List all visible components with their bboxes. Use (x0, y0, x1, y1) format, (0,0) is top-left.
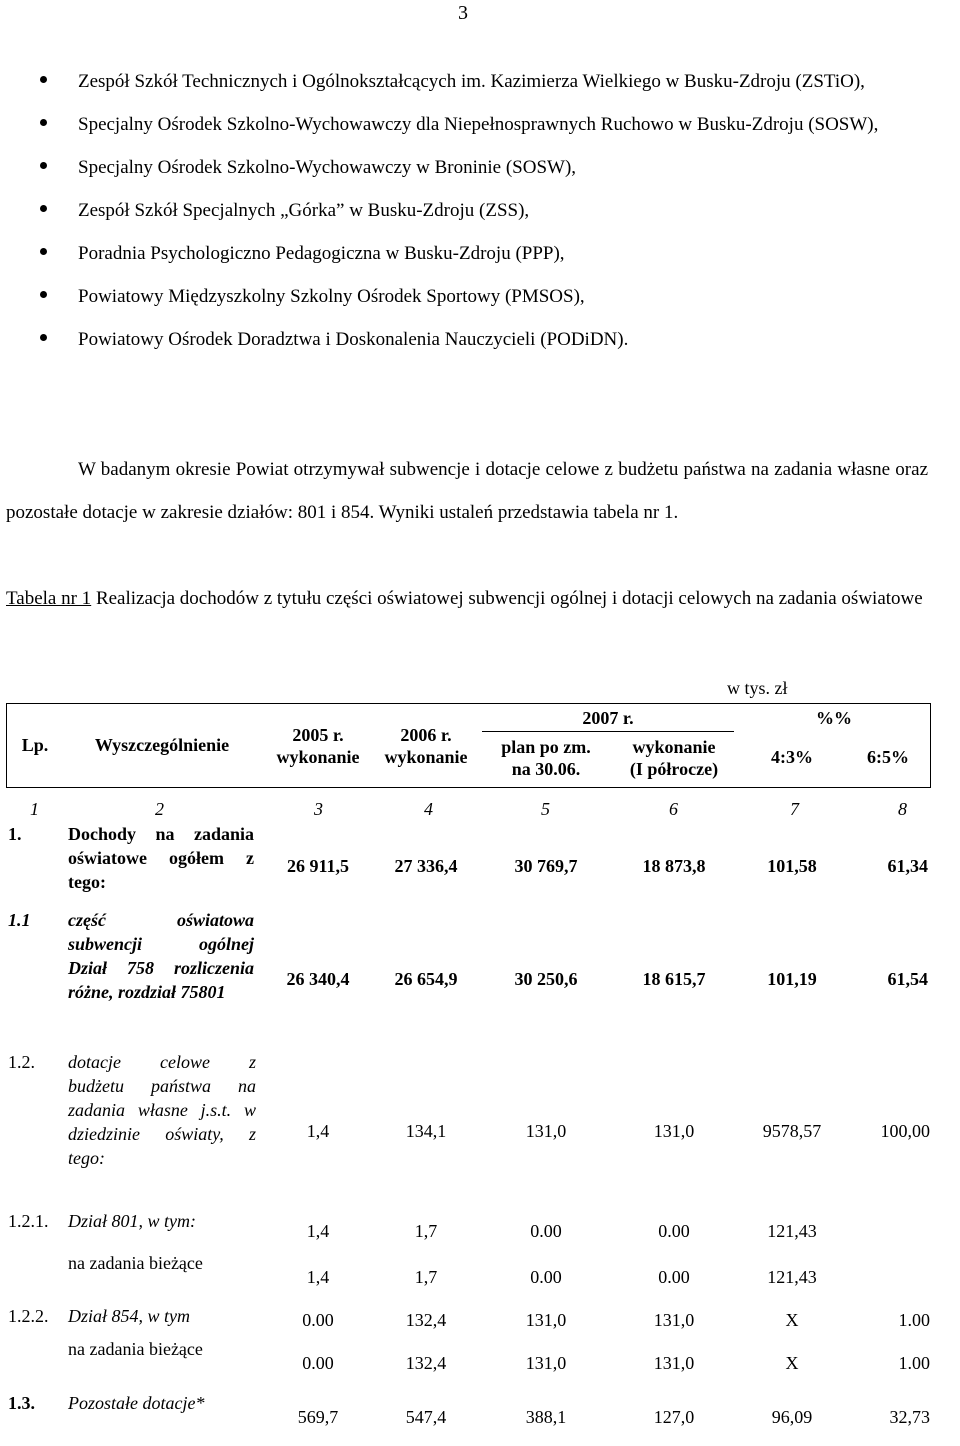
header-ratio-4-3: 4:3% (771, 747, 813, 767)
row-description: część oświatowa (68, 910, 254, 930)
row-value-2006: 132,4 (405, 1353, 447, 1373)
header-ratio-6-5: 6:5% (867, 747, 909, 767)
row-lp: 1.1 (8, 910, 31, 930)
unit-list-item (0, 232, 960, 275)
row-value-2006: 26 654,9 (394, 969, 458, 989)
row-value-execution: 18 615,7 (642, 969, 706, 989)
bullet-icon (40, 248, 47, 255)
row-value-ratio-4-3: 121,43 (767, 1221, 817, 1241)
row-description: Dział 801, w tym: (68, 1211, 196, 1231)
row-value-ratio-4-3: X (785, 1310, 799, 1330)
row-value-ratio-4-3: 101,58 (767, 856, 817, 876)
header-2006-label: wykonanie (384, 747, 468, 767)
column-number: 6 (669, 799, 678, 819)
row-description: oświatowe ogółem z (68, 848, 254, 868)
unit-name: Poradnia Psychologiczno Pedagogiczna w Busku-Zdroju (PPP), (78, 243, 565, 264)
row-value-2006: 1,7 (414, 1221, 438, 1241)
row-value-2006: 132,4 (405, 1310, 447, 1330)
table-caption-text: Realizacja dochodów z tytułu części oświatowej subwencji ogólnej i dotacji celowych na zadania oświatowe (91, 588, 923, 609)
row-value-ratio-4-3: 9578,57 (762, 1121, 822, 1141)
row-description: różne, rozdział 75801 (68, 982, 226, 1002)
row-value-2005: 569,7 (297, 1407, 339, 1427)
header-plan-line1: plan po zm. (501, 737, 591, 757)
unit-list (0, 60, 960, 361)
table-border-right (930, 703, 931, 787)
page-number: 3 (458, 2, 468, 24)
unit-name: Powiatowy Międzyszkolny Szkolny Ośrodek Sportowy (PMSOS), (78, 286, 585, 307)
bullet-icon (40, 76, 47, 83)
row-lp: 1.2.2. (8, 1306, 49, 1326)
row-description: budżetu państwa na (68, 1076, 256, 1096)
row-value-plan: 0.00 (530, 1221, 562, 1241)
bullet-icon (40, 334, 47, 341)
row-value-2005: 1,4 (306, 1221, 330, 1241)
row-value-plan: 30 250,6 (514, 969, 578, 989)
row-description: Pozostałe dotacje* (68, 1393, 205, 1413)
row-description: dotacje celowe z (68, 1052, 256, 1072)
bullet-icon (40, 205, 47, 212)
row-description: zadania własne j.s.t. w (68, 1100, 256, 1120)
unit-list-item (0, 103, 960, 146)
table-border-header (6, 787, 931, 788)
row-lp: 1.2.1. (8, 1211, 49, 1231)
header-percent: %% (816, 708, 852, 728)
row-value-plan: 0.00 (530, 1267, 562, 1287)
unit-list-item (0, 146, 960, 189)
row-value-ratio-4-3: 121,43 (767, 1267, 817, 1287)
row-value-ratio-6-5: 61,54 (887, 969, 928, 989)
unit-list-item (0, 189, 960, 232)
unit-note: w tys. zł (727, 678, 788, 698)
header-2005-year: 2005 r. (292, 725, 344, 745)
bullet-icon (40, 119, 47, 126)
unit-name: Specjalny Ośrodek Szkolno-Wychowawczy w Broninie (SOSW), (78, 157, 577, 178)
row-value-execution: 18 873,8 (642, 856, 706, 876)
unit-name: Specjalny Ośrodek Szkolno-Wychowawczy dla Niepełnosprawnych Ruchowo w Busku-Zdroju (SOSW), (78, 114, 879, 135)
header-2006-year: 2006 r. (400, 725, 452, 745)
intro-paragraph: W badanym okresie Powiat otrzymywał subwencje i dotacje celowe z budżetu państwa na zadania własne oraz pozostałe dotacje w zakresie działów: 801 i 854. Wyniki ustaleń przedstawia tabela nr 1. (6, 459, 928, 523)
header-execution-line1: wykonanie (632, 737, 716, 757)
column-number: 7 (790, 799, 799, 819)
row-value-2006: 1,7 (414, 1267, 438, 1287)
row-lp: 1.3. (8, 1393, 35, 1413)
row-description: na zadania bieżące (68, 1253, 203, 1273)
column-number: 2 (155, 799, 164, 819)
row-value-execution: 131,0 (653, 1353, 695, 1373)
row-value-2006: 27 336,4 (394, 856, 458, 876)
row-value-execution: 0.00 (658, 1221, 690, 1241)
row-value-ratio-4-3: 101,19 (767, 969, 817, 989)
row-value-ratio-4-3: 96,09 (771, 1407, 813, 1427)
table-caption (6, 577, 928, 620)
row-value-ratio-4-3: X (785, 1353, 799, 1373)
row-value-execution: 131,0 (653, 1121, 695, 1141)
row-lp: 1.2. (8, 1052, 35, 1072)
unit-name: Powiatowy Ośrodek Doradztwa i Doskonalenia Nauczycieli (PODiDN). (78, 329, 629, 350)
row-value-2005: 26 340,4 (286, 969, 350, 989)
row-value-2006: 134,1 (405, 1121, 447, 1141)
row-value-plan: 131,0 (525, 1310, 567, 1330)
table-border-2007 (482, 731, 734, 732)
row-description: tego: (68, 1148, 105, 1168)
row-description: na zadania bieżące (68, 1339, 203, 1359)
header-lp: Lp. (21, 735, 49, 755)
row-description: tego: (68, 872, 106, 892)
row-value-plan: 388,1 (525, 1407, 567, 1427)
row-value-2005: 26 911,5 (286, 856, 349, 876)
row-value-2005: 1,4 (306, 1267, 330, 1287)
row-value-plan: 131,0 (525, 1121, 567, 1141)
header-execution-line2: (I półrocze) (629, 759, 719, 779)
row-value-ratio-6-5: 32,73 (889, 1407, 930, 1427)
row-value-execution: 131,0 (653, 1310, 695, 1330)
row-value-ratio-6-5: 1.00 (898, 1310, 930, 1330)
column-number: 5 (541, 799, 550, 819)
row-value-2005: 1,4 (306, 1121, 330, 1141)
row-lp: 1. (8, 824, 22, 844)
row-value-ratio-6-5: 100,00 (880, 1121, 930, 1141)
row-value-plan: 131,0 (525, 1353, 567, 1373)
header-2007: 2007 r. (582, 708, 634, 728)
header-plan-line2: na 30.06. (511, 759, 581, 779)
header-2005-label: wykonanie (276, 747, 360, 767)
row-description: Dział 854, w tym (68, 1306, 191, 1326)
header-description: Wyszczególnienie (94, 735, 230, 755)
table-caption-label: Tabela nr 1 (6, 588, 92, 609)
row-description: dziedzinie oświaty, z (68, 1124, 256, 1144)
column-number: 1 (30, 799, 39, 819)
unit-list-item (0, 60, 960, 103)
unit-list-item (0, 275, 960, 318)
unit-name: Zespół Szkół Specjalnych „Górka” w Busku-Zdroju (ZSS), (78, 200, 530, 221)
bullet-icon (40, 291, 47, 298)
unit-name: Zespół Szkół Technicznych i Ogólnokształcących im. Kazimierza Wielkiego w Busku-Zdroju (ZSTiO), (78, 71, 865, 92)
unit-list-item (0, 318, 960, 361)
row-value-execution: 127,0 (653, 1407, 695, 1427)
row-description: subwencji ogólnej (68, 934, 254, 954)
row-description: Dochody na zadania (68, 824, 254, 844)
row-value-2005: 0.00 (302, 1310, 334, 1330)
row-value-ratio-6-5: 1.00 (898, 1353, 930, 1373)
row-value-2006: 547,4 (405, 1407, 447, 1427)
bullet-icon (40, 162, 47, 169)
row-value-plan: 30 769,7 (514, 856, 578, 876)
table-border-top (6, 703, 931, 704)
column-number: 3 (314, 799, 323, 819)
column-number: 4 (424, 799, 433, 819)
row-value-2005: 0.00 (302, 1353, 334, 1373)
row-value-execution: 0.00 (658, 1267, 690, 1287)
column-number: 8 (898, 799, 907, 819)
row-value-ratio-6-5: 61,34 (887, 856, 928, 876)
row-description: Dział 758 rozliczenia (68, 958, 254, 978)
